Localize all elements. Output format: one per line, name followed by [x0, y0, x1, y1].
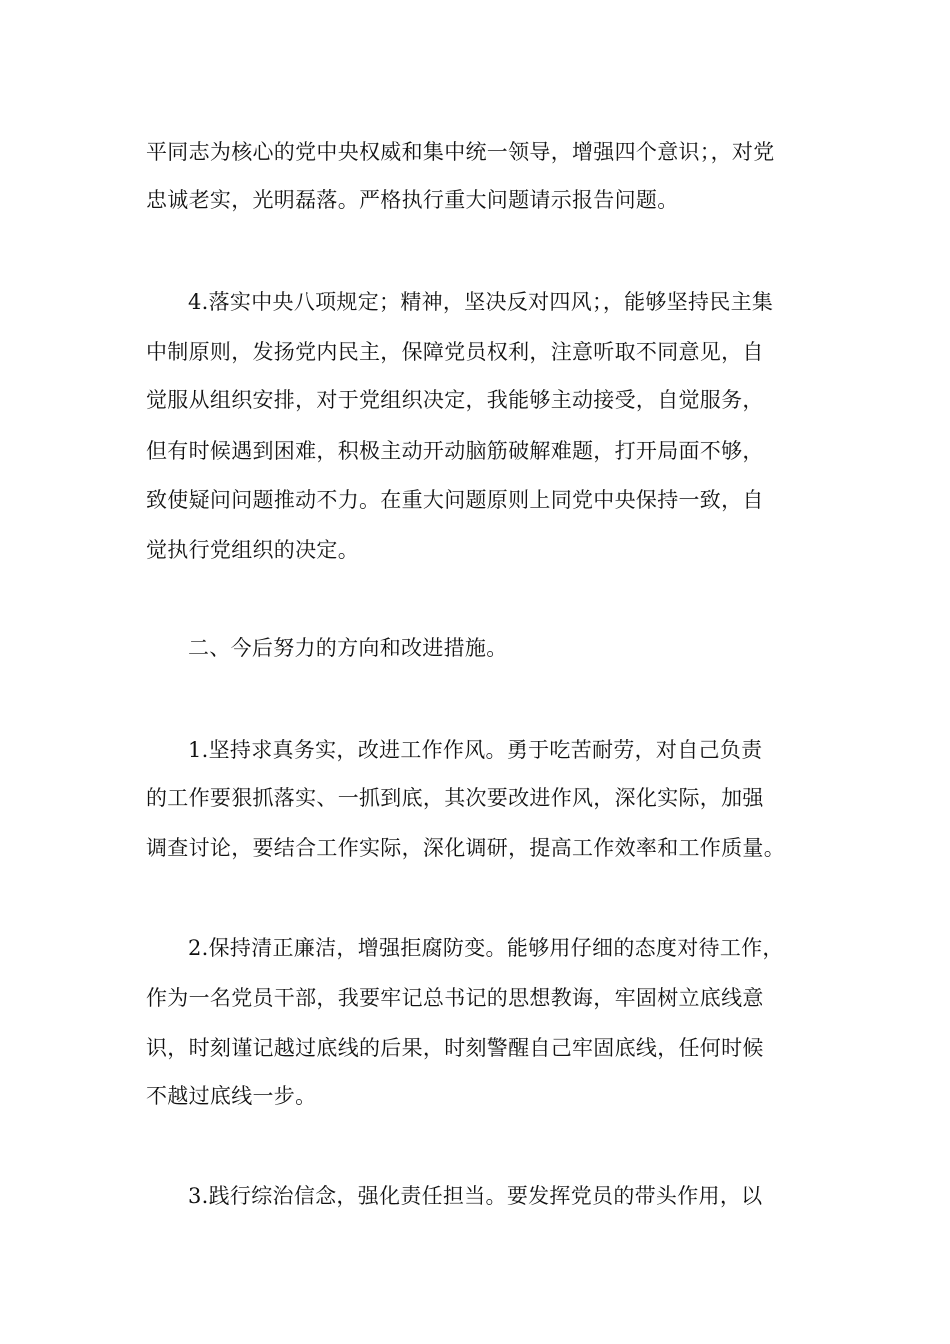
text-line: 忠诚老实，光明磊落。严格执行重大问题请示报告问题。 — [146, 188, 679, 212]
text-line: 不越过底线一步。 — [146, 1084, 317, 1108]
text-line: 调查讨论，要结合工作实际，深化调研，提高工作效率和工作质量。 — [146, 836, 785, 860]
text-line: 识，时刻谨记越过底线的后果，时刻警醒自己牢固底线，任何时候 — [146, 1036, 764, 1060]
paragraph-2-line: 2.保持清正廉洁，增强拒腐防变。能够用仔细的态度对待工作， — [188, 936, 784, 960]
paragraph-4-line: 4.落实中央八项规定；精神，坚决反对四风；，能够坚持民主集 — [188, 290, 774, 314]
text-line: 但有时候遇到困难，积极主动开动脑筋破解难题，打开局面不够， — [146, 439, 764, 463]
section-heading: 二、今后努力的方向和改进措施。 — [188, 636, 508, 660]
paragraph-1-line: 1.坚持求真务实，改进工作作风。勇于吃苦耐劳，对自己负责 — [188, 738, 763, 762]
text-line: 作为一名党员干部，我要牢记总书记的思想教诲，牢固树立底线意 — [146, 986, 764, 1010]
paragraph-3-line: 3.践行综治信念，强化责任担当。要发挥党员的带头作用，以 — [188, 1184, 763, 1208]
text-line: 致使疑问问题推动不力。在重大问题原则上同党中央保持一致，自 — [146, 488, 764, 512]
text-line: 的工作要狠抓落实、一抓到底，其次要改进作风，深化实际，加强 — [146, 786, 764, 810]
text-line: 中制原则，发扬党内民主，保障党员权利，注意听取不同意见，自 — [146, 340, 764, 364]
text-line: 觉执行党组织的决定。 — [146, 538, 359, 562]
text-line: 平同志为核心的党中央权威和集中统一领导，增强四个意识；，对党 — [146, 140, 775, 164]
text-line: 觉服从组织安排，对于党组织决定，我能够主动接受，自觉服务， — [146, 388, 764, 412]
